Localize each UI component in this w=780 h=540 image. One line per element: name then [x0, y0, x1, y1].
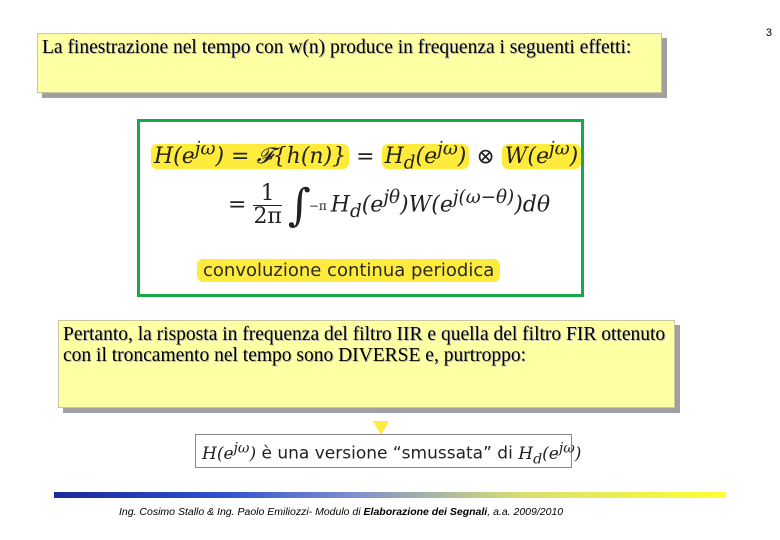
- pointer-marker: [373, 421, 389, 435]
- footer-authors: Ing. Cosimo Stallo & Ing. Paolo Emiliozzi- Modulo di: [119, 506, 364, 518]
- result-rhs: $H_d(e^{j\omega})$: [518, 440, 582, 468]
- footer-course: Elaborazione dei Segnali: [363, 506, 488, 518]
- conclusion-callout: [58, 320, 675, 408]
- page-number: 3: [765, 27, 772, 39]
- formula-line-2: = $\frac{1}{2\pi} \int-\pi$ $H_d(e^{j\theta})W(e^{j(\omega-\theta)})d\theta$: [228, 180, 551, 231]
- intro-text: La finestrazione nel tempo con w(n) produce in frequenza i seguenti effetti:: [42, 37, 632, 58]
- formula-line-1: $H(e^{j\omega})$ = 𝓕{h(n)} = $H_d(e^{j\omega})$ ⊗ $W(e^{j\omega})$: [151, 139, 581, 174]
- formula-box: [137, 119, 584, 297]
- result-lhs: $H(e^{j\omega})$: [202, 440, 257, 464]
- result-middle: è una versione “smussata” di: [261, 443, 513, 464]
- result-box: [195, 434, 582, 468]
- footer-gradient-bar: [54, 492, 726, 498]
- formula-note: convoluzione continua periodica: [197, 259, 500, 282]
- intro-callout: [37, 33, 662, 93]
- conclusion-text: Pertanto, la risposta in frequenza del filtro IIR e quella del filtro FIR ottenuto con il troncamento nel tempo sono DIVERSE e, purtroppo:: [63, 324, 666, 366]
- footer-text: [119, 506, 563, 518]
- footer-year: , a.a. 2009/2010: [487, 506, 564, 518]
